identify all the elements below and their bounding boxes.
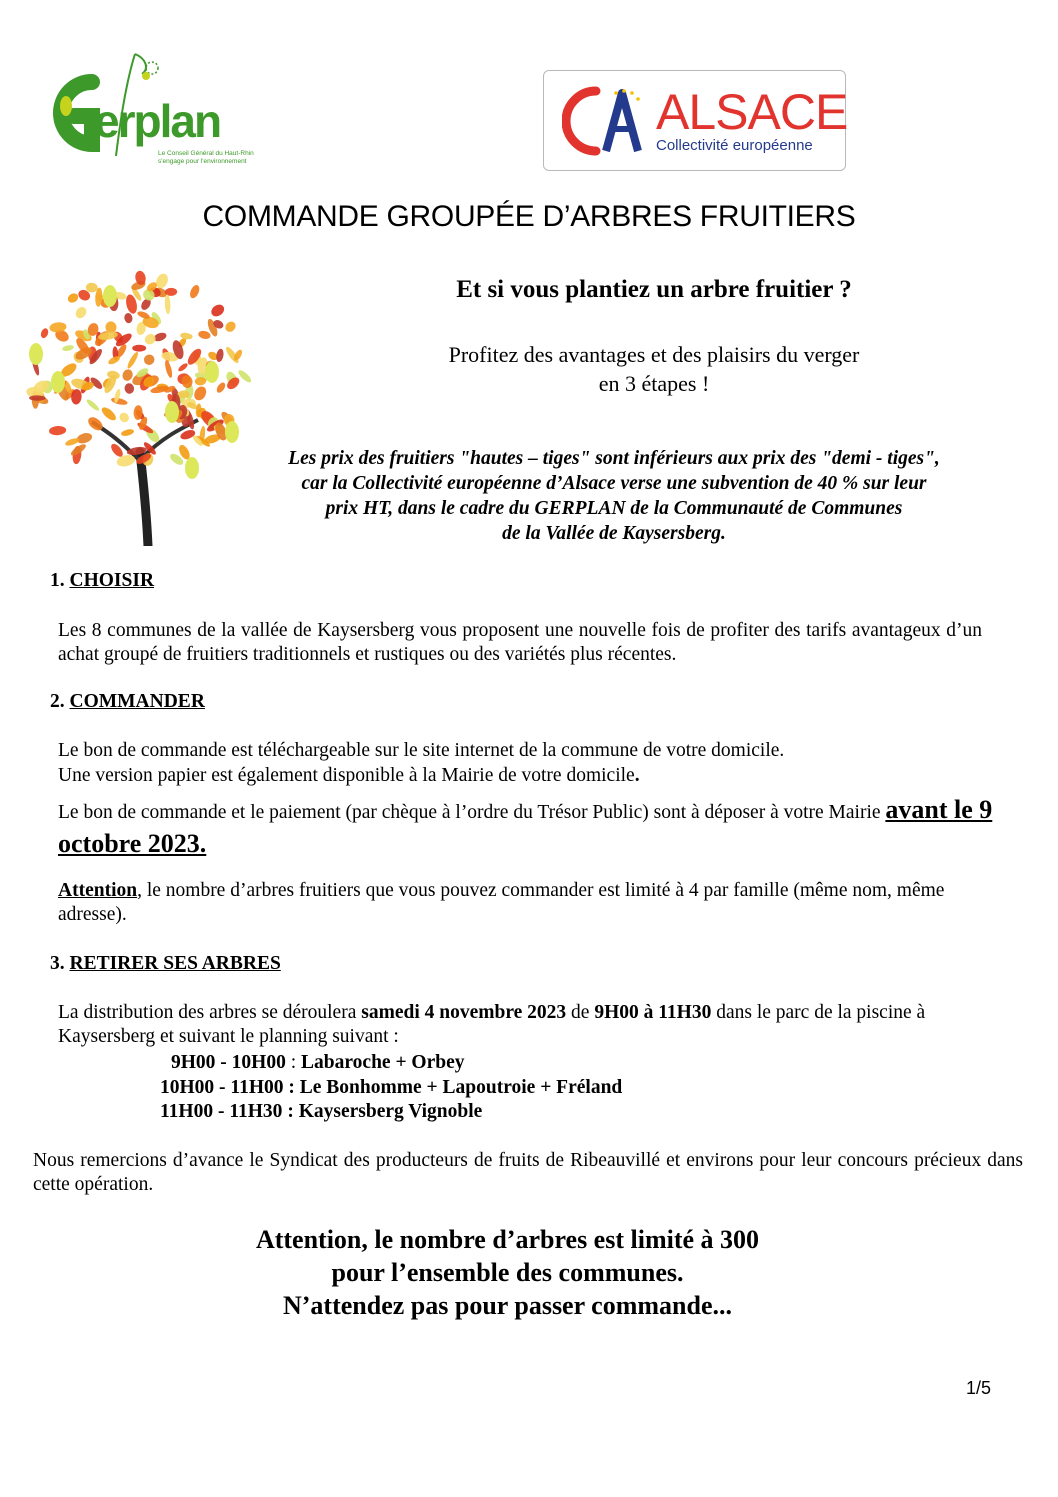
schedule-row (160, 1076, 622, 1100)
distribution-date: samedi 4 novembre 2023 (361, 1002, 567, 1023)
section-1-number: 1. (50, 570, 65, 591)
intro-line-2: en 3 étapes ! (598, 371, 710, 396)
subsidy-line-1: Les prix des fruitiers "hautes – tiges" sont inférieurs aux prix des "demi - tiges", (288, 448, 940, 469)
subsidy-line-2: car la Collectivité européenne d’Alsace verse une subvention de 40 % sur leur (301, 473, 927, 494)
section-1-title: CHOISIR (69, 570, 155, 591)
section-3-number: 3. (50, 953, 65, 974)
closing-line-1: Attention, le nombre d’arbres est limité à 300 (255, 1225, 760, 1254)
distribution-hours: 9H00 à 11H30 (594, 1002, 712, 1023)
closing-notice (0, 1223, 1015, 1322)
schedule-time: 9H00 - 10H00 (171, 1052, 286, 1073)
section-1-heading (50, 570, 154, 592)
schedule-separator: : (282, 1101, 299, 1122)
schedule-communes: Labaroche + Orbey (301, 1052, 465, 1073)
section-3-text (58, 1001, 988, 1049)
section-2-line-3-text: Le bon de commande et le paiement (par chèque à l’ordre du Trésor Public) sont à déposer à votre Mairie (58, 802, 886, 823)
schedule-time: 11H00 - 11H30 (160, 1101, 283, 1122)
schedule-row (171, 1051, 465, 1075)
schedule-communes: Kaysersberg Vignoble (298, 1101, 483, 1122)
closing-line-3: N’attendez pas pour passer commande... (283, 1291, 732, 1320)
alsace-logo (543, 70, 846, 171)
distribution-location: dans le parc de la piscine à Kaysersberg et suivant le planning suivant : (58, 1002, 926, 1047)
gerplan-tagline-2: s'engage pour l'environnement (158, 158, 247, 165)
gerplan-logo (30, 46, 260, 172)
intro-text (300, 340, 1008, 398)
subtitle: Et si vous plantiez un arbre fruitier ? (456, 276, 852, 303)
autumn-tree-illustration (22, 262, 254, 546)
schedule-time: 10H00 - 11H00 (160, 1077, 284, 1098)
gerplan-logo-name: erplan (94, 95, 221, 147)
alsace-logo-graphic (562, 85, 654, 157)
tree-icon (22, 262, 254, 546)
section-2-heading (50, 691, 205, 713)
section-3-heading (50, 953, 281, 975)
order-limit-note (58, 879, 1018, 927)
section-2-line-1: Le bon de commande est téléchargeable sur le site internet de la commune de votre domicile. (58, 740, 785, 761)
subsidy-note (240, 446, 988, 546)
section-2-line-2 (58, 764, 640, 788)
section-2-line-2-text: Une version papier est également disponible à la Mairie de votre domicile (58, 765, 635, 786)
subsidy-line-4: de la Vallée de Kaysersberg. (502, 523, 726, 544)
distribution-intro: La distribution des arbres se déroulera (58, 1002, 362, 1023)
closing-line-2: pour l’ensemble des communes. (331, 1258, 684, 1287)
alsace-logo-subtitle: Collectivité européenne (656, 137, 813, 154)
section-2-number: 2. (50, 691, 65, 712)
schedule-separator: : (285, 1052, 302, 1073)
schedule-communes: Le Bonhomme + Lapoutroie + Fréland (299, 1077, 623, 1098)
section-3-title: RETIRER SES ARBRES (69, 953, 281, 974)
intro-line-1: Profitez des avantages et des plaisirs du verger (448, 342, 860, 367)
attention-label: Attention (58, 880, 138, 901)
section-2-line-3 (58, 794, 1018, 862)
distribution-connector: de (566, 1002, 595, 1023)
attention-text: , le nombre d’arbres fruitiers que vous pouvez commander est limité à 4 par famille (même nom, même adresse). (58, 880, 945, 925)
section-2-line-2-end: . (634, 765, 640, 786)
subsidy-line-3: prix HT, dans le cadre du GERPLAN de la Communauté de Communes (325, 498, 903, 519)
thanks-text: Nous remercions d’avance le Syndicat des producteurs de fruits de Ribeauvillé et environs pour leur concours précieux dans cette opération. (33, 1150, 1023, 1195)
section-2-title: COMMANDER (69, 691, 205, 712)
gerplan-tagline-1: Le Conseil Général du Haut-Rhin (158, 150, 254, 157)
section-1-text: Les 8 communes de la vallée de Kaysersberg vous proposent une nouvelle fois de profiter des tarifs avantageux d’un achat groupé de fruitiers traditionnels et rustiques ou des variétés plus récentes. (58, 620, 982, 665)
page-title: COMMANDE GROUPÉE D’ARBRES FRUITIERS (202, 200, 856, 233)
order-deadline: avant le 9 octobre 2023. (58, 795, 993, 858)
page-number: 1/5 (966, 1378, 992, 1398)
schedule-separator: : (283, 1077, 300, 1098)
alsace-logo-name: ALSACE (656, 84, 848, 140)
schedule-row (160, 1100, 482, 1124)
